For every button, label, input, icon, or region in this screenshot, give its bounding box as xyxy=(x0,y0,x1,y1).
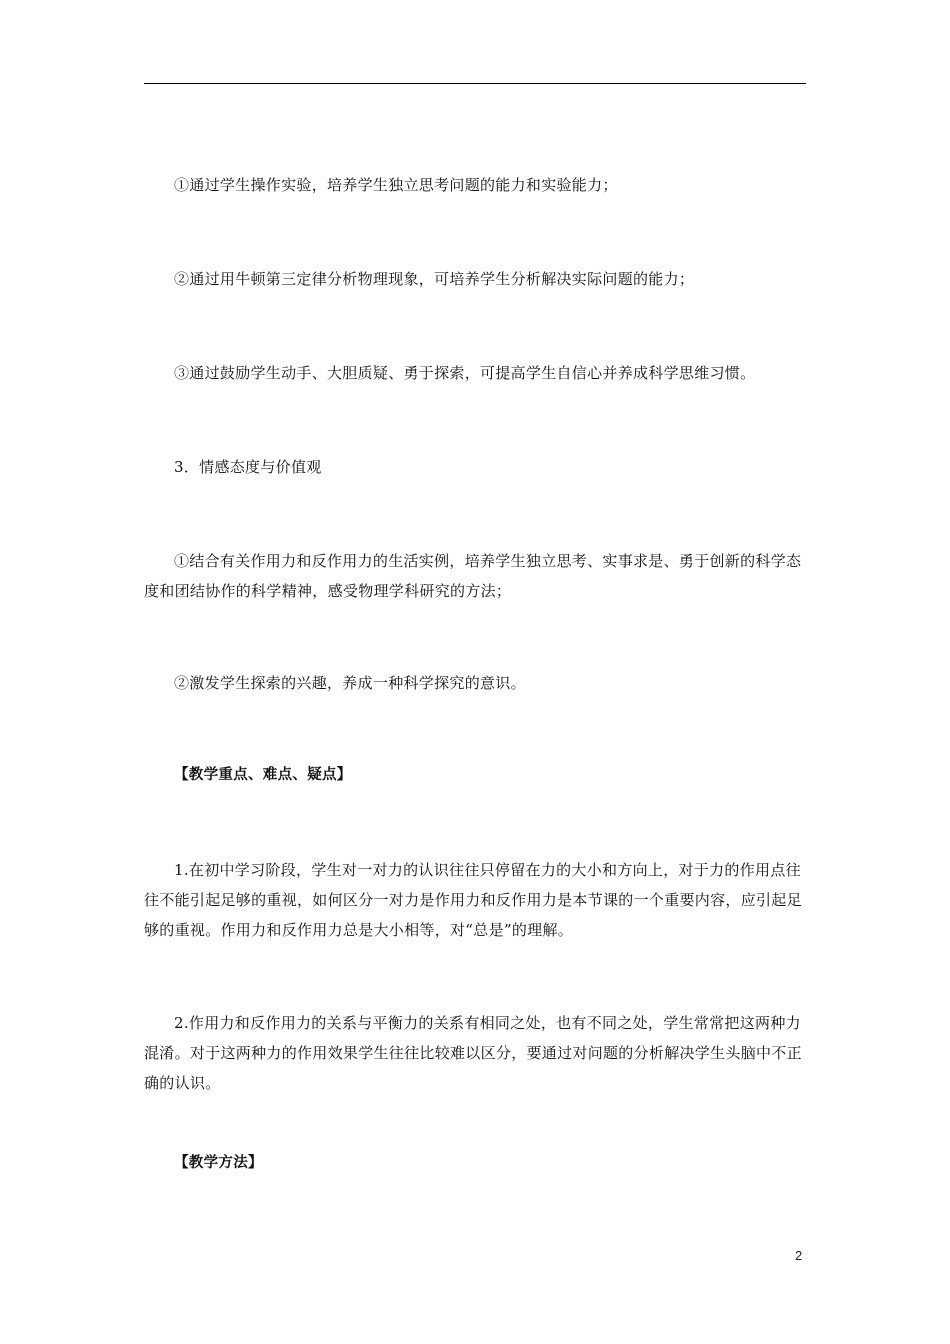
page-number: 2 xyxy=(795,1248,803,1263)
objective-item-2: ②通过用牛顿第三定律分析物理现象，可培养学生分析解决实际问题的能力； xyxy=(174,270,695,288)
section-heading-key-points: 【教学重点、难点、疑点】 xyxy=(174,767,352,783)
header-rule xyxy=(144,83,806,84)
key-point-1: 1.在初中学习阶段，学生对一对力的认识往往只停留在力的大小和方向上，对于力的作用点往往不能引起足够的重视，如何区分一对力是作用力和反作用力是本节课的一个重要内容，应引起足够的重视。作用力和反作用力总是大小相等，对“总是”的理解。 xyxy=(144,861,802,939)
objective-item-1: ①通过学生操作实验，培养学生独立思考问题的能力和实验能力； xyxy=(174,176,618,194)
section-heading-teaching-method: 【教学方法】 xyxy=(174,1155,263,1171)
emotion-item-2: ②激发学生探索的兴趣，养成一种科学探究的意识。 xyxy=(174,674,526,692)
key-point-2: 2.作用力和反作用力的关系与平衡力的关系有相同之处，也有不同之处，学生常常把这两种力混淆。对于这两种力的作用效果学生往往比较难以区分，要通过对问题的分析解决学生头脑中不正确的认识。 xyxy=(144,1014,802,1092)
section-heading-emotion-values: 3．情感态度与价值观 xyxy=(174,458,322,476)
emotion-item-1: ①结合有关作用力和反作用力的生活实例，培养学生独立思考、实事求是、勇于创新的科学态度和团结协作的科学精神，感受物理学科研究的方法； xyxy=(144,552,802,600)
objective-item-3: ③通过鼓励学生动手、大胆质疑、勇于探索，可提高学生自信心并养成科学思维习惯。 xyxy=(174,364,756,382)
